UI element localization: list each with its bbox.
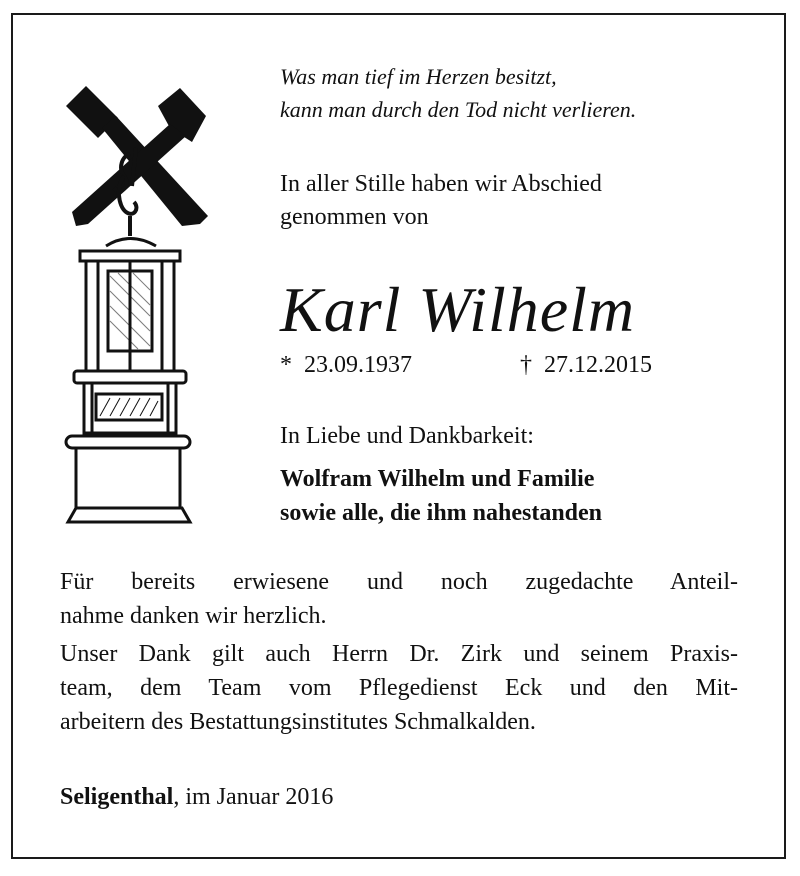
mourners-line-2: sowie alle, die ihm nahestanden [280, 500, 603, 526]
paragraph-line: nahme danken wir herzlich. [60, 603, 327, 629]
acknowledgement-paragraph-2 [60, 637, 738, 739]
notice-date: , im Januar 2016 [173, 784, 334, 810]
place-and-date [60, 780, 333, 814]
quote-line-2: kann man durch den Tod nicht verlieren. [280, 97, 637, 122]
intro-line-2: genommen von [280, 204, 429, 230]
acknowledgement-text [60, 565, 738, 739]
quote-line-1: Was man tief im Herzen besitzt, [280, 64, 557, 89]
quote [280, 60, 636, 126]
place-name: Seligenthal [60, 784, 174, 810]
acknowledgement-paragraph-1 [60, 565, 738, 633]
paragraph-line: team, dem Team vom Pflegedienst Eck und den Mit- [60, 675, 738, 701]
birth-date: * 23.09.1937 [280, 352, 412, 378]
intro-text [280, 168, 602, 234]
death-date: † 27.12.2015 [520, 352, 652, 378]
mourners-line-1: Wolfram Wilhelm und Familie [280, 466, 595, 492]
mourners [280, 462, 602, 530]
deceased-name: Karl Wilhelm [280, 274, 636, 345]
mourners-label: In Liebe und Dankbarkeit: [280, 423, 534, 449]
miner-lamp-with-hammer-and-pick-icon [58, 76, 208, 526]
paragraph-line: Für bereits erwiesene und noch zugedachte Anteil- [60, 569, 738, 595]
paragraph-line: Unser Dank gilt auch Herrn Dr. Zirk und seinem Praxis- [60, 641, 738, 667]
paragraph-line: arbeitern des Bestattungsinstitutes Schmalkalden. [60, 709, 536, 735]
intro-line-1: In aller Stille haben wir Abschied [280, 171, 602, 197]
